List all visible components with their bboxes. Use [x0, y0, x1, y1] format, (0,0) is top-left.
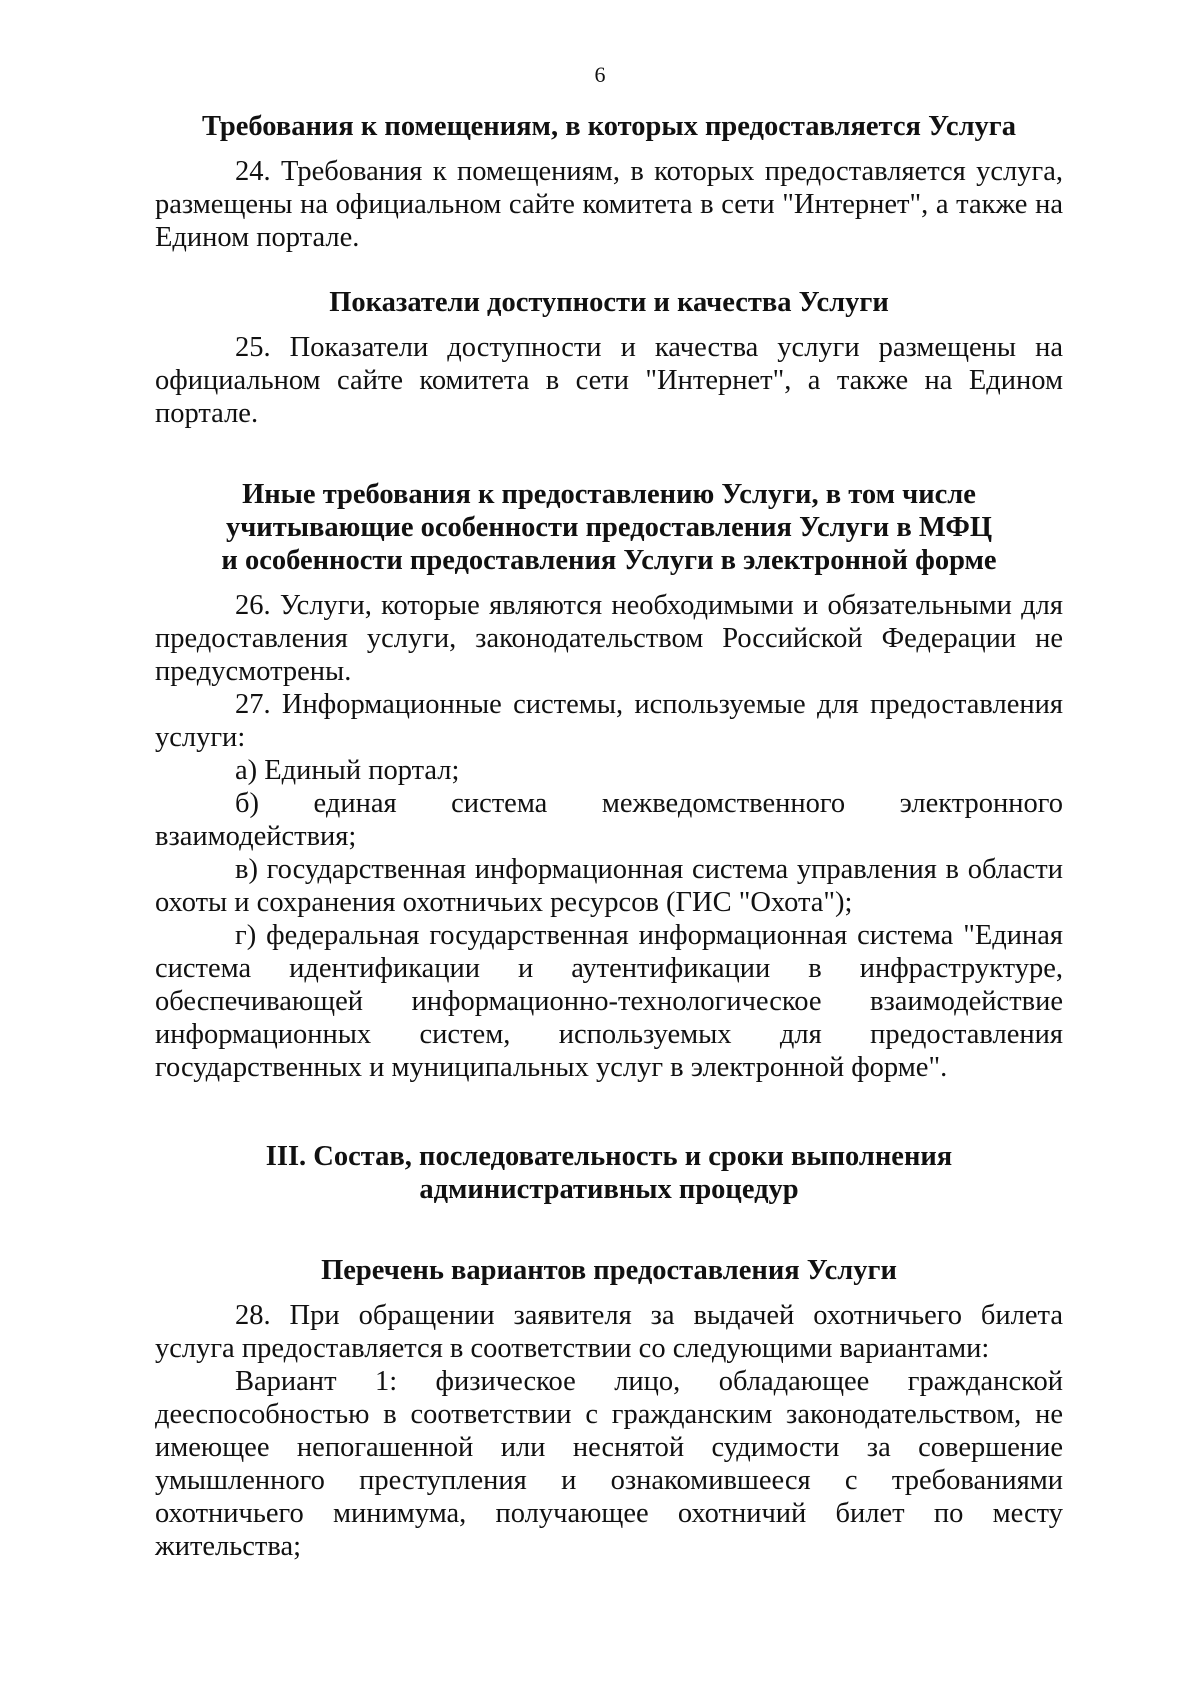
paragraph-27: 27. Информационные системы, используемые для предоставления услуги:	[155, 689, 1063, 753]
section-heading-accessibility: Показатели доступности и качества Услуги	[329, 287, 889, 318]
paragraph-26: 26. Услуги, которые являются необходимыми и обязательными для предоставления услуги, законодательством Российской Федерации не предусмотрены.	[155, 590, 1063, 687]
list-item-a: а) Единый портал;	[235, 755, 460, 786]
section-heading-premises: Требования к помещениям, в которых предоставляется Услуга	[201, 111, 1017, 142]
document-body	[155, 110, 1063, 1563]
paragraph-25: 25. Показатели доступности и качества услуги размещены на официальном сайте комитета в сети "Интернет", а также на Едином портале.	[155, 332, 1063, 429]
heading-line: административных процедур	[419, 1174, 799, 1205]
section-heading-variants: Перечень вариантов предоставления Услуги	[321, 1255, 897, 1286]
list-item-v: в) государственная информационная система управления в области охоты и сохранения охотничьих ресурсов (ГИС "Охота");	[155, 854, 1063, 918]
list-item-b: б) единая система межведомственного электронного взаимодействия;	[155, 788, 1063, 852]
heading-line: Иные требования к предоставлению Услуги, в том числе	[242, 479, 976, 510]
heading-line: III. Состав, последовательность и сроки выполнения	[265, 1141, 953, 1172]
chapter-heading-iii	[155, 1140, 1063, 1206]
page-number: 6	[594, 62, 606, 87]
section-heading-other-requirements	[155, 478, 1063, 577]
paragraph-24: 24. Требования к помещениям, в которых предоставляется услуга, размещены на официальном сайте комитета в сети "Интернет", а также на Едином портале.	[155, 156, 1063, 253]
heading-line: учитывающие особенности предоставления Услуги в МФЦ	[225, 512, 993, 543]
heading-line: и особенности предоставления Услуги в электронной форме	[221, 545, 997, 576]
list-item-g: г) федеральная государственная информационная система "Единая система идентификации и аутентификации в инфраструктуре, обеспечивающей информационно-технологическое взаимодействие информационных систем, используемых для предоставления государственных и муниципальных услуг в электронной форме".	[155, 920, 1063, 1083]
variant-1: Вариант 1: физическое лицо, обладающее гражданской дееспособностью в соответствии с гражданским законодательством, не имеющее непогашенной или неснятой судимости за совершение умышленного преступления и ознакомившееся с требованиями охотничьего минимума, получающее охотничий билет по месту жительства;	[155, 1366, 1063, 1562]
paragraph-28: 28. При обращении заявителя за выдачей охотничьего билета услуга предоставляется в соответствии со следующими вариантами:	[155, 1300, 1063, 1364]
